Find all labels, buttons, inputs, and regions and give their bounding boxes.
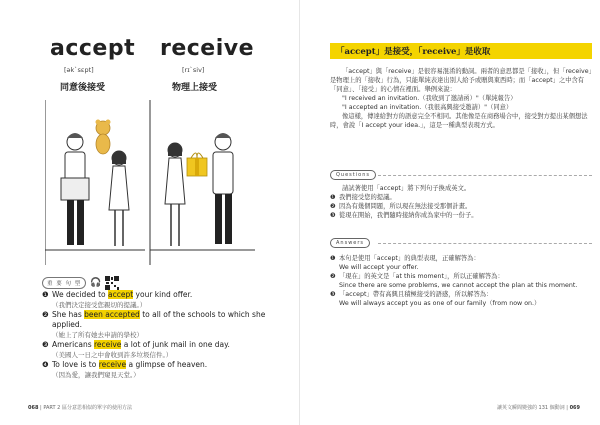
right-footer: 讓英文瞬間變強的 131 個動詞 | 069 bbox=[496, 405, 580, 411]
page-number: 068 bbox=[28, 405, 39, 411]
example-item: ❹ To love is to receive a glimpse of heaven. （因為愛，讓我們窺見天堂。） bbox=[42, 360, 287, 380]
page-number: 069 bbox=[569, 405, 580, 411]
answer-item: ❷ 「現在」的英文是「at this moment」，所以正確解答為： Since there are some problems, we cannot accept the plan at this moment. bbox=[330, 272, 592, 290]
accept-illustration bbox=[45, 100, 145, 265]
examples-header bbox=[42, 276, 119, 290]
highlight-word: receive bbox=[98, 360, 127, 369]
footer-text: 讓英文瞬間變強的 131 個動詞 bbox=[496, 405, 565, 411]
example-line: "I accepted an invitation.（我很高興接受邀請）"（同意） bbox=[342, 104, 513, 111]
example-item: ❷ She has been accepted to all of the schools to which she applied. （她上了所有她去申請的學校） bbox=[42, 310, 287, 340]
meaning-accept: 同意後接受 bbox=[60, 83, 106, 93]
question-item: ❷ 因為有幾個問題，所以現在無法接受那個計畫。 bbox=[330, 203, 472, 210]
highlight-word: been accepted bbox=[84, 310, 140, 319]
answer-english: Since there are some problems, we cannot accept the plan at this moment. bbox=[339, 282, 578, 289]
questions-divider bbox=[378, 175, 592, 176]
highlight-word: receive bbox=[93, 340, 122, 349]
paragraph: 像這樣，傳達給對方的語意完全不相同。其他像是在商務場合中，接受對方提出某個想法時，會說「I accept your idea.」，這是一種典型表現方式。 bbox=[330, 113, 588, 129]
example-translation: （我們決定接受您親切的提議。） bbox=[52, 300, 147, 309]
paragraph: 「accept」與「receive」是很容易混淆的動詞。兩者的意思都是「接收」，但「receive」是物理上的「接收」行為，只能單純表達出別人給予或贈與東西時；而「accept」之中含有「同意」、「接受」的心情在裡面。舉例來說： bbox=[330, 68, 592, 93]
answer-english: We will always accept you as one of our family（from now on.） bbox=[339, 300, 541, 307]
answers-body bbox=[330, 254, 592, 308]
question-item: ❸ 從現在開始，我們隨時接納你成為家中的一份子。 bbox=[330, 212, 478, 219]
illustration-panels bbox=[45, 100, 255, 265]
highlight-word: accept bbox=[108, 290, 134, 299]
example-line: "I received an invitation.（我收到了邀請函）"（單純報告） bbox=[342, 95, 517, 102]
qr-code-icon bbox=[105, 276, 119, 290]
answers-divider bbox=[378, 243, 592, 244]
phonetic-accept: [ək`sɛpt] bbox=[64, 66, 94, 74]
word-accept: accept bbox=[50, 36, 136, 61]
example-translation: （她上了所有她去申請的學校） bbox=[52, 330, 143, 339]
receive-illustration bbox=[150, 100, 255, 265]
footer-text: PART 2 區分意思相似的單字的使用方法 bbox=[43, 405, 132, 411]
example-item: ❶ We decided to accept your kind offer. （我們決定接受您親切的提議。） bbox=[42, 290, 287, 310]
questions-label: Questions bbox=[330, 170, 376, 180]
meaning-receive: 物理上接受 bbox=[172, 83, 218, 93]
right-page bbox=[300, 0, 600, 425]
example-translation: （因為愛，讓我們窺見天堂。） bbox=[52, 370, 140, 379]
phonetic-receive: [rɪ`siv] bbox=[182, 66, 205, 74]
examples-label: 重 要 句 型 bbox=[42, 277, 86, 289]
example-translation: （美國人一日之中會收到許多垃圾信件。） bbox=[52, 350, 173, 359]
left-footer: 068 | PART 2 區分意思相似的單字的使用方法 bbox=[28, 405, 132, 411]
answers-label: Answers bbox=[330, 238, 370, 248]
example-item: ❸ Americans receive a lot of junk mail in one day. （美國人一日之中會收到許多垃圾信件。） bbox=[42, 340, 287, 360]
answer-item: ❶ 本句是使用「accept」的典型表現，正確解答為： We will accept your offer. bbox=[330, 254, 592, 272]
answer-item: ❸ 「accept」帶有高興且積極接受的語感，所以解答為： We will always accept you as one of our family（from now on.） bbox=[330, 290, 592, 308]
word-receive: receive bbox=[160, 36, 255, 61]
example-list bbox=[42, 290, 287, 380]
headphones-icon: 🎧 bbox=[90, 278, 102, 288]
explanation-body bbox=[330, 67, 592, 130]
answer-english: We will accept your offer. bbox=[339, 264, 419, 271]
question-item: ❶ 我們接受您的提議。 bbox=[330, 194, 396, 201]
questions-body bbox=[330, 184, 592, 220]
questions-intro: 請試著使用「accept」將下列句子換成英文。 bbox=[342, 185, 471, 192]
section-title: 「accept」是接受，「receive」是收取 bbox=[330, 43, 592, 59]
